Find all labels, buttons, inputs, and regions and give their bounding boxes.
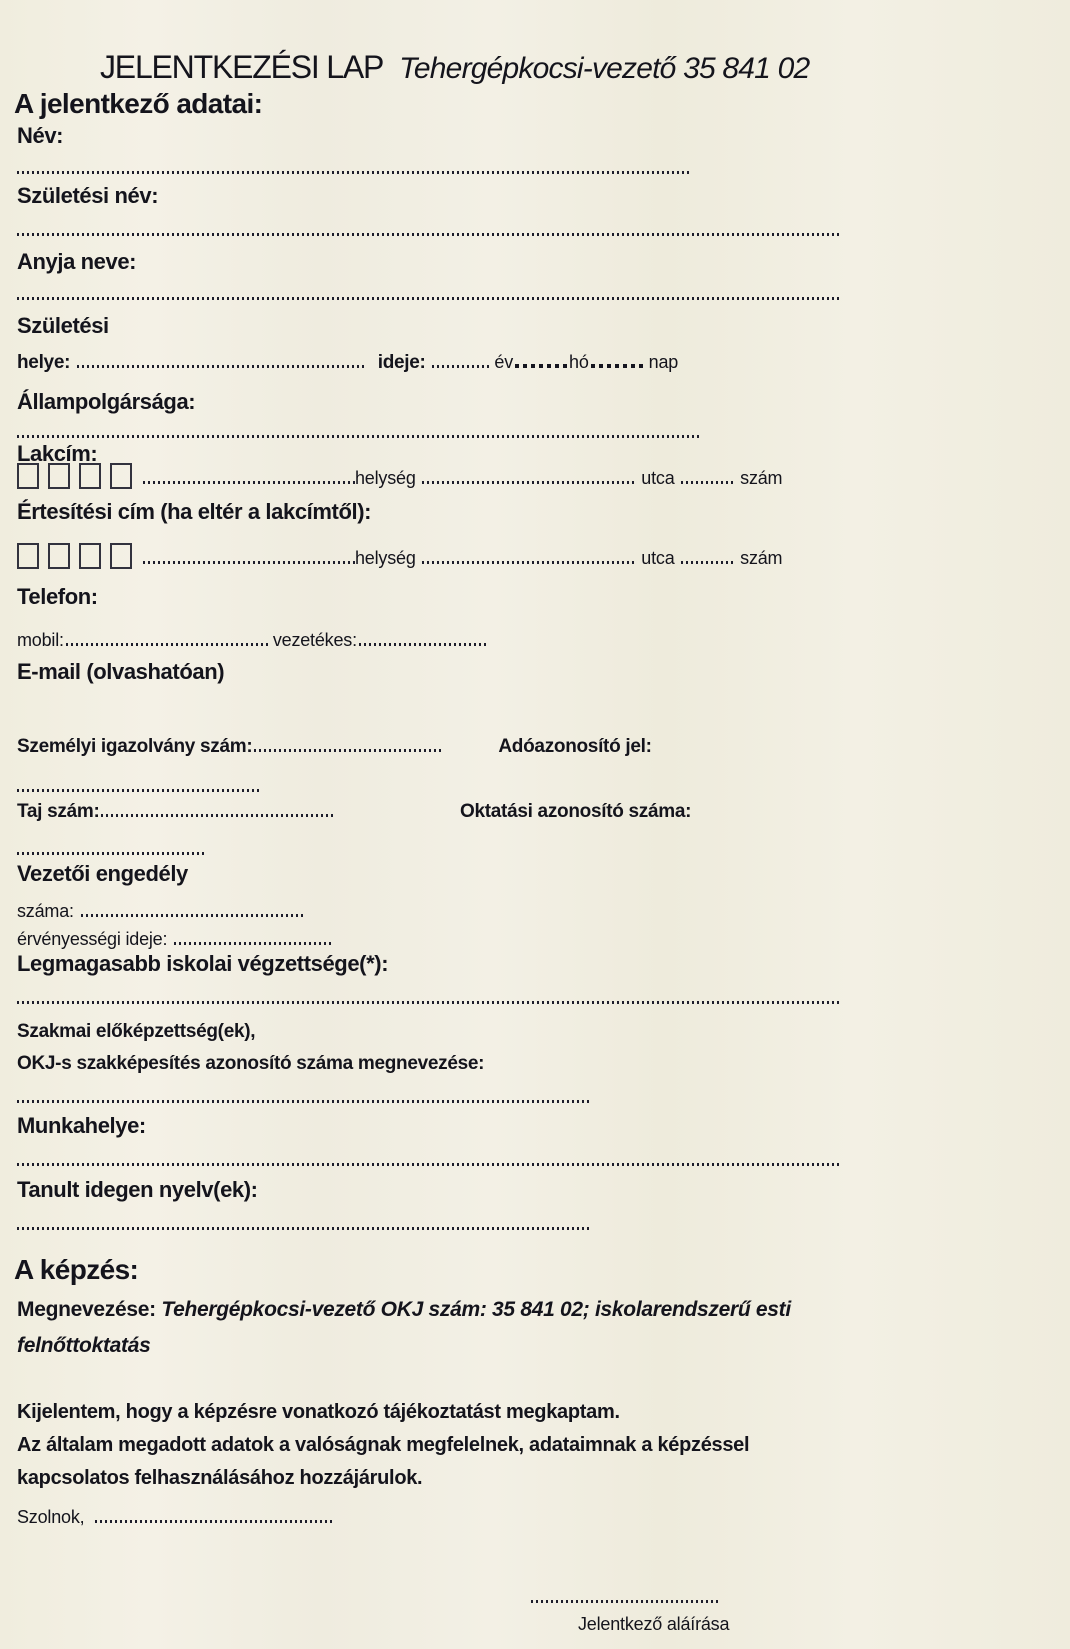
applicant-section-heading: A jelentkező adatai: [14, 88, 263, 119]
birth-month-fill[interactable] [515, 364, 567, 368]
phone-label: Telefon: [17, 584, 98, 609]
license-validity-fill[interactable] [174, 942, 332, 945]
address-locality-fill[interactable] [143, 481, 355, 484]
day-label: nap [648, 352, 679, 372]
license-validity-label: érvényességi ideje: [17, 929, 168, 949]
ssn-row [17, 800, 692, 825]
mobile-fill[interactable] [66, 643, 271, 646]
signature-label: Jelentkező aláírása [578, 1614, 730, 1634]
birth-place-date-row [17, 350, 678, 375]
mother-name-label: Anyja neve: [17, 249, 137, 274]
mailing-postal-code-box-4[interactable] [110, 543, 132, 569]
mailing-locality-fill[interactable] [143, 561, 355, 564]
address-locality-label: helység [355, 468, 416, 488]
birth-place-label: helye: [17, 352, 71, 373]
declaration-line2: Az általam megadott adatok a valóságnak megfelelnek, adataimnak a képzéssel kapcsolatos felhasználásához hozzájárulok. [17, 1434, 750, 1489]
landline-label: vezetékes: [272, 630, 357, 650]
training-name-label: Megnevezése: [17, 1298, 156, 1321]
declaration-line1: Kijelentem, hogy a képzésre vonatkozó tájékoztatást megkaptam. [17, 1401, 620, 1423]
signature-fill-line[interactable] [531, 1600, 719, 1603]
form-title-row [100, 49, 810, 86]
workplace-fill-line[interactable] [17, 1163, 842, 1166]
date-fill[interactable] [95, 1520, 333, 1523]
license-number-row [17, 899, 305, 923]
city-label: Szolnok, [17, 1507, 85, 1527]
birth-heading: Születési [17, 313, 109, 338]
phone-row [17, 628, 489, 652]
languages-fill-line[interactable] [17, 1227, 590, 1230]
mailing-street-fill[interactable] [422, 561, 634, 564]
birth-year-fill[interactable] [432, 365, 492, 368]
birth-day-fill[interactable] [591, 364, 647, 368]
id-card-fill[interactable] [254, 749, 444, 752]
license-number-label: száma: [17, 901, 74, 921]
id-card-label: Személyi igazolvány szám: [17, 736, 253, 757]
email-label: E-mail (olvashatóan) [17, 659, 225, 684]
city-date-row [17, 1505, 335, 1529]
training-name-row [17, 1292, 829, 1364]
highest-education-label: Legmagasabb iskolai végzettsége(*): [17, 951, 389, 976]
prior-qualification-line2: OKJ-s szakképesítés azonosító száma megnevezése: [17, 1053, 485, 1074]
id-card-fill-line[interactable] [17, 789, 260, 792]
tax-id-label: Adóazonosító jel: [498, 736, 652, 757]
driving-license-heading: Vezetői engedély [17, 861, 188, 886]
id-card-row [17, 735, 652, 760]
languages-label: Tanult idegen nyelv(ek): [17, 1177, 258, 1202]
form-title-course: Tehergépkocsi-vezető 35 841 02 [399, 52, 810, 85]
license-validity-row [17, 927, 334, 951]
mailing-number-fill[interactable] [681, 561, 733, 564]
address-postal-code-box-2[interactable] [48, 463, 70, 489]
year-label: év [494, 352, 514, 372]
citizenship-fill-line[interactable] [17, 435, 700, 438]
name-fill-line[interactable] [17, 171, 690, 174]
birth-date-label: ideje: [377, 352, 426, 373]
ssn-fill[interactable] [101, 814, 336, 817]
mailing-locality-label: helység [355, 548, 416, 568]
prior-qualification-fill-line[interactable] [17, 1100, 590, 1103]
mailing-number-label: szám [740, 548, 783, 568]
mailing-postal-code-box-2[interactable] [48, 543, 70, 569]
citizenship-label: Állampolgársága: [17, 389, 196, 414]
mailing-postal-code-box-1[interactable] [17, 543, 39, 569]
mailing-address-label: Értesítési cím (ha eltér a lakcímtől): [17, 499, 372, 524]
address-number-fill[interactable] [681, 481, 733, 484]
birth-place-fill[interactable] [77, 365, 365, 368]
mailing-postal-code-box-3[interactable] [79, 543, 101, 569]
highest-education-fill-line[interactable] [17, 1001, 842, 1004]
mailing-address-row [17, 543, 782, 570]
education-id-label: Oktatási azonosító száma: [460, 801, 692, 822]
address-number-label: szám [740, 468, 783, 488]
address-street-label: utca [641, 468, 675, 488]
address-postal-code-box-4[interactable] [110, 463, 132, 489]
workplace-label: Munkahelye: [17, 1113, 146, 1138]
mobile-label: mobil: [17, 630, 64, 650]
prior-qualification-line1: Szakmai előképzettség(ek), [17, 1021, 256, 1042]
address-street-fill[interactable] [422, 481, 634, 484]
address-postal-code-box-1[interactable] [17, 463, 39, 489]
ssn-label: Taj szám: [17, 801, 100, 822]
mother-name-fill-line[interactable] [17, 297, 840, 300]
name-label: Név: [17, 123, 64, 148]
month-label: hó [569, 352, 589, 372]
training-section-heading: A képzés: [14, 1254, 139, 1285]
address-postal-code-box-3[interactable] [79, 463, 101, 489]
address-row [17, 463, 782, 490]
birth-name-fill-line[interactable] [17, 233, 840, 236]
address-label: Lakcím: [17, 441, 98, 466]
license-number-fill[interactable] [81, 914, 303, 917]
declaration-block [17, 1396, 817, 1495]
birth-name-label: Születési név: [17, 183, 159, 208]
training-name-value: Tehergépkocsi-vezető OKJ szám: 35 841 02; iskolarendszerű esti felnőttoktatás [17, 1298, 791, 1357]
mailing-street-label: utca [641, 548, 675, 568]
landline-fill[interactable] [359, 643, 487, 646]
form-title: JELENTKEZÉSI LAP [100, 49, 384, 85]
ssn-fill-line[interactable] [17, 852, 207, 855]
